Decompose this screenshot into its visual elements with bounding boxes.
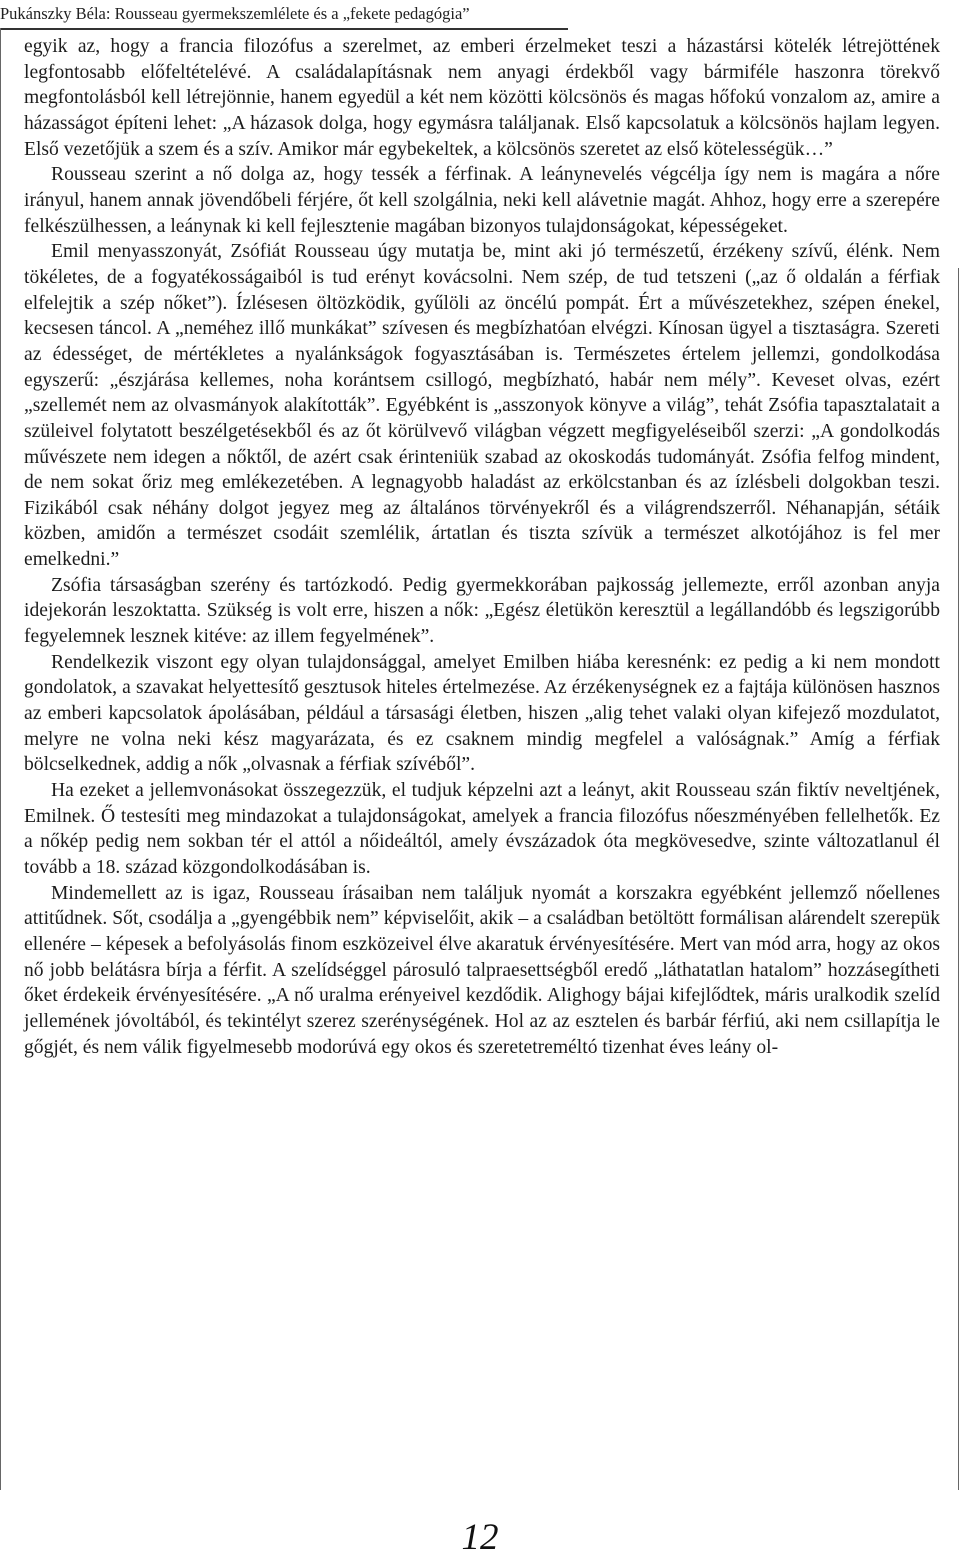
running-header: Pukánszky Béla: Rousseau gyermekszemlélete és a „fekete pedagógia” — [0, 4, 470, 23]
paragraph-7: Mindemellett az is igaz, Rousseau írásaiban nem találjuk nyomát a korszakra egyébként jellemző nőellenes attitűdnek. Sőt, csodálja a „gyengébbik nem” képviselőit, akik – a családban betöltött formálisan alárendelt szerepük ellenére – képesek a befolyásolás finom eszközeivel élve akaratuk érvényesítésére. Mert van mód arra, hogy az okos nő jobb belátásra bírja a férfit. A szelídséggel párosuló talpraesettségből eredő „láthatatlan hatalom” hozzásegítheti őket érdekeik érvényesítésére. „A nő uralma erényeivel kezdődik. Alighogy bájai kifejlődtek, máris uralkodik szelíd jellemének jóvoltából, és tekintélyt szerez szerénységének. Hol az az esztelen és barbár férfiú, aki nem csillapítja le gőgjét, és nem válik figyelmesebb modorúvá egy okos és szeretetreméltó tizenhat éves leány ol- — [24, 882, 940, 1058]
page-number: 12 — [461, 1517, 499, 1558]
paragraph-6: Ha ezeket a jellemvonásokat összegezzük, el tudjuk képzelni azt a leányt, akit Rousseau szán fiktív neveltjének, Emilnek. Ő testesíti meg mindazokat a tulajdonságokat, amelyek a francia filozófus nőeszményében fellelhetők. Ez a nőkép pedig nem sokban tér el attól a nőideáltól, amely évszázadok óta megkövesedve, szinte változatlanul él tovább a 18. század közgondolkodásában is. — [24, 780, 940, 878]
paragraph-5: Rendelkezik viszont egy olyan tulajdonsággal, amelyet Emilben hiába keresnénk: ez pedig a ki nem mondott gondolatok, a szavakat helyettesítő gesztusok hiteles értelmezése. Az érzékenységnek ez a fajtája különösen hasznos az emberi kapcsolatok ápolásában, például a társasági életben, hiszen „alig tehet valaki olyan kifejező mozdulatot, melyre ne volna neki kész magyarázata, és ez csaknem mindig megfelel a valóságnak.” Amíg a férfiak bölcselkednek, addig a nők „olvasnak a férfiak szívéből”. — [24, 651, 940, 776]
header-rule — [0, 28, 568, 30]
paragraph-1: egyik az, hogy a francia filozófus a szerelmet, az emberi érzelmeket teszi a házastársi kötelék létrejöttének legfontosabb előfeltételévé. A családalapításnak nem anyagi érdekből vagy bármiféle haszonra törekvő megfontolásból kell létrejönnie, hanem egyedül a két nem közötti kölcsönös és magas hőfokú vonzalom az, amire a házasságot építeni lehet: „A házasok dolga, hogy egymásra találjanak. Első kapcsolatuk a kölcsönös hajlam legyen. Első vezetőjük a szem és a szív. Amikor már egybekeltek, a kölcsönös szeretet az első kötelességük…” — [24, 36, 940, 160]
paragraph-3: Emil menyasszonyát, Zsófiát Rousseau úgy mutatja be, mint aki jó természetű, érzékeny szívű, élénk. Nem tökéletes, de a fogyatékosságaiból is tud erényt kovácsolni. Nem szép, de tud tetszeni („az ő oldalán a férfiak elfelejtik a szép nőket”). Ízlésesen öltözködik, gyűlöli az öncélú pompát. Ért a művészetekhez, szépen énekel, kecsesen táncol. A „neméhez illő munkákat” szívesen és megbízhatóan elvégzi. Kínosan ügyel a tisztaságra. Szereti az édességet, de mértékletes a nyalánkságok fogyasztásában is. Természetes értelem jellemzi, gondolkodása egyszerű: „észjárása kellemes, noha korántsem csillogó, megbízható, habár nem mély”. Keveset olvas, ezért „szellemét nem az olvasmányok alakították”. Egyébként is „asszonyok könyve a világ”, tehát Zsófia tapasztalatait a szüleivel folytatott beszélgetésekből és az őt körülvevő világban végzett megfigyeléseiből szerzi: „A gondolkodás művészete nem idegen a nőktől, de azért csak érinteniük szabad az okoskodás tudományát. Zsófia felfog mindent, de nem sokat őriz meg emlékezetében. A legnagyobb haladást az erkölcstanban és az ízlésbeli dolgokban teszi. Fizikából csak néhány dolgot jegyez meg az általános törvényekről és a világrendszerről. Néhanapján, sétáik közben, amidőn a természet csodáit szemlélik, ártatlan és tiszta szívük a természet alkotójához is fel mer emelkedni.” — [24, 241, 940, 571]
paragraph-2: Rousseau szerint a nő dolga az, hogy tessék a férfinak. A leánynevelés végcélja így nem is magára a nőre irányul, hanem annak jövendőbeli férjére, őt kell szolgálnia, neki kell alávetnie magát. Ahhoz, hogy erre a szerepére felkészülhessen, a leánynak ki kell fejlesztenie magában bizonyos tulajdonságokat, képességeket. — [24, 164, 940, 237]
body-text — [24, 34, 940, 1060]
left-margin-rule — [0, 28, 1, 1490]
paragraph-4: Zsófia társaságban szerény és tartózkodó. Pedig gyermekkorában pajkosság jellemezte, erről azonban anyja idejekorán leszoktatta. Szükség is volt erre, hiszen a nők: „Egész életükön keresztül a legállandóbb és legszigorúbb fegyelemnek lesznek kitéve: az illem fegyelmének”. — [24, 574, 940, 648]
right-margin-rule — [958, 268, 959, 1490]
